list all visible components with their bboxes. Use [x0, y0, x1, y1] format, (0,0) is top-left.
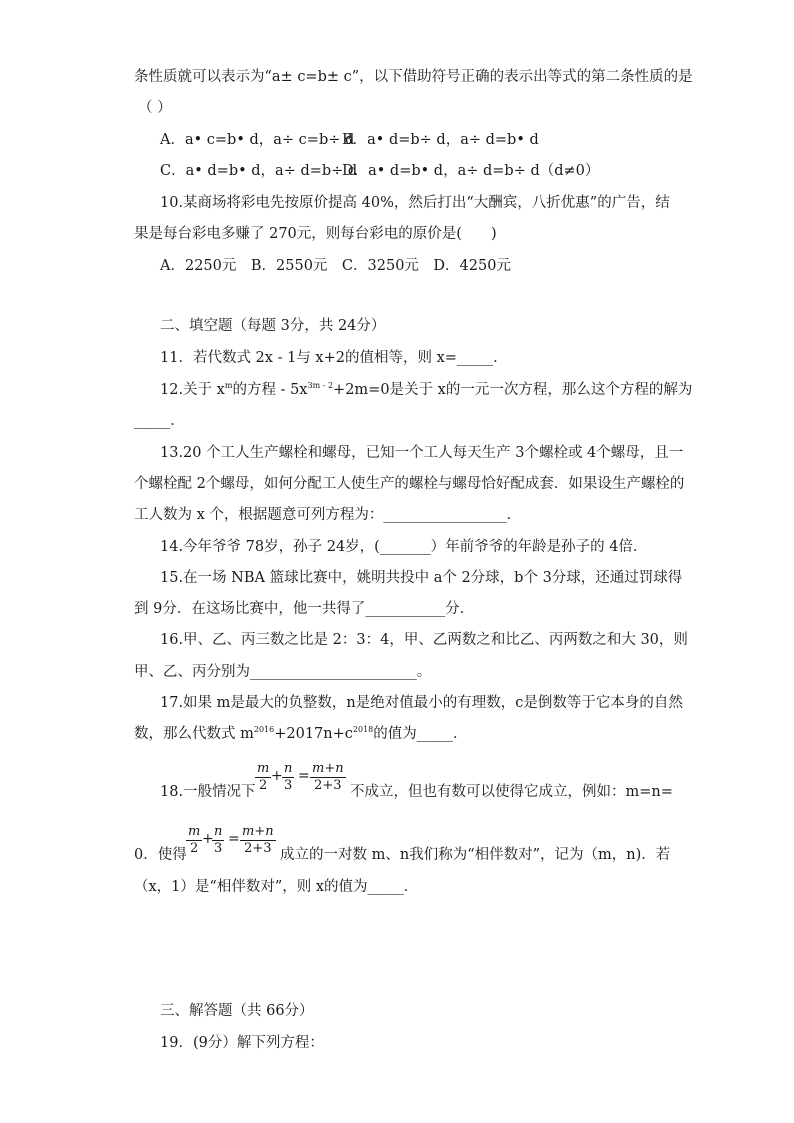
q14-stem: 14.今年爷爷 78岁，孙子 24岁，(_______）年前爷爷的年龄是孙子的 4倍．	[160, 539, 648, 555]
section-2-heading: 二、填空题（每题 3分，共 24分）	[160, 318, 386, 334]
q18-fraction-n-over-3: $\frac{n}{3}$	[284, 761, 293, 793]
q9-answer-paren: （ ）	[138, 100, 172, 116]
q9-option-d: D．a• d=b• d，a÷ d=b÷ d（d≠0）	[342, 163, 600, 179]
q19-stem: 19．(9分）解下列方程：	[160, 1035, 324, 1051]
q18-line-2-prefix: 0．使得	[134, 847, 187, 863]
q18-prefix: 18.一般情况下	[160, 784, 256, 800]
q15-stem-line-1: 15.在一场 NBA 篮球比赛中，姚明共投中 a个 2分球，b个 3分球，还通过罚球得	[160, 570, 683, 586]
q16-stem-line-1: 16.甲、乙、丙三数之比是 2：3：4，甲、乙两数之和比乙、丙两数之和大 30，则	[160, 632, 688, 648]
section-3-heading: 三、解答题（共 66分）	[160, 1003, 314, 1019]
q9-option-a: A．a• c=b• d，a÷ c=b÷ d	[160, 132, 355, 148]
q18-line-2-suffix: 成立的一对数 m、n我们称为“相伴数对”，记为（m，n)．若	[280, 847, 671, 863]
q17-stem-line-2: 数，那么代数式 $m^{2016}+2017n+c^{2018}$的值为_____．	[134, 725, 468, 742]
q10-stem-line-2: 果是每台彩电多赚了 270元，则每台彩电的原价是( )	[134, 226, 497, 242]
q10-options: A．2250元 B．2550元 C．3250元 D．4250元	[160, 258, 511, 274]
q13-stem-line-2: 个螺栓配 2个螺母，如何分配工人使生产的螺栓与螺母恰好配成套．如果设生产螺栓的	[134, 476, 685, 492]
q17-stem-line-1: 17.如果 m是最大的负整数，n是绝对值最小的有理数，c是倒数等于它本身的自然	[160, 695, 683, 711]
q18-line2-fraction-sum: $\frac{m+n}{2+3}$	[242, 824, 274, 856]
q12-stem-line-2: _____．	[134, 413, 185, 429]
q16-stem-line-2: 甲、乙、丙分别为_______________________。	[134, 664, 432, 680]
q9-option-c: C．a• d=b• d，a÷ d=b÷ d	[160, 163, 358, 179]
q18-equals-sign: =	[298, 768, 310, 784]
q18-fraction-m-over-2: $\frac{m}{2}$	[257, 761, 270, 793]
q18-line2-fraction-n-over-3: $\frac{n}{3}$	[214, 824, 223, 856]
q18-suffix: 不成立，但也有数可以使得它成立，例如：m=n=	[350, 784, 673, 800]
q13-stem-line-3: 工人数为 x 个，根据题意可列方程为：_________________．	[134, 507, 522, 523]
q13-stem-line-1: 13.20 个工人生产螺栓和螺母，已知一个工人每天生产 3个螺栓或 4个螺母，且一	[160, 445, 684, 461]
q15-stem-line-2: 到 9分．在这场比赛中，他一共得了___________分．	[134, 601, 475, 617]
q10-stem-line-1: 10.某商场将彩电先按原价提高 40%，然后打出“大酬宾，八折优惠”的广告，结	[160, 195, 670, 211]
q18-fraction-sum: $\frac{m+n}{2+3}$	[312, 761, 344, 793]
q18-plus-sign: +	[271, 768, 283, 784]
q18-line2-equals-sign: =	[228, 831, 240, 847]
q9-option-b: B．a• d=b÷ d，a÷ d=b• d	[342, 132, 539, 148]
q11-stem: 11．若代数式 2x - 1与 x+2的值相等，则 x=_____．	[160, 350, 508, 366]
q18-line2-fraction-m-over-2: $\frac{m}{2}$	[188, 824, 201, 856]
q12-stem-line-1: 12.关于 $x^m$的方程 - $5x^{3m - 2}+2m=0$是关于 x的一元一次方程，那么这个方程的解为	[160, 381, 693, 398]
q18-line2-plus-sign: +	[202, 831, 214, 847]
q18-line-3: （x，1）是“相伴数对”，则 x的值为_____．	[134, 879, 419, 895]
q9-stem-line: 条性质就可以表示为“a± c=b± c”，以下借助符号正确的表示出等式的第二条性质的是	[134, 69, 693, 85]
